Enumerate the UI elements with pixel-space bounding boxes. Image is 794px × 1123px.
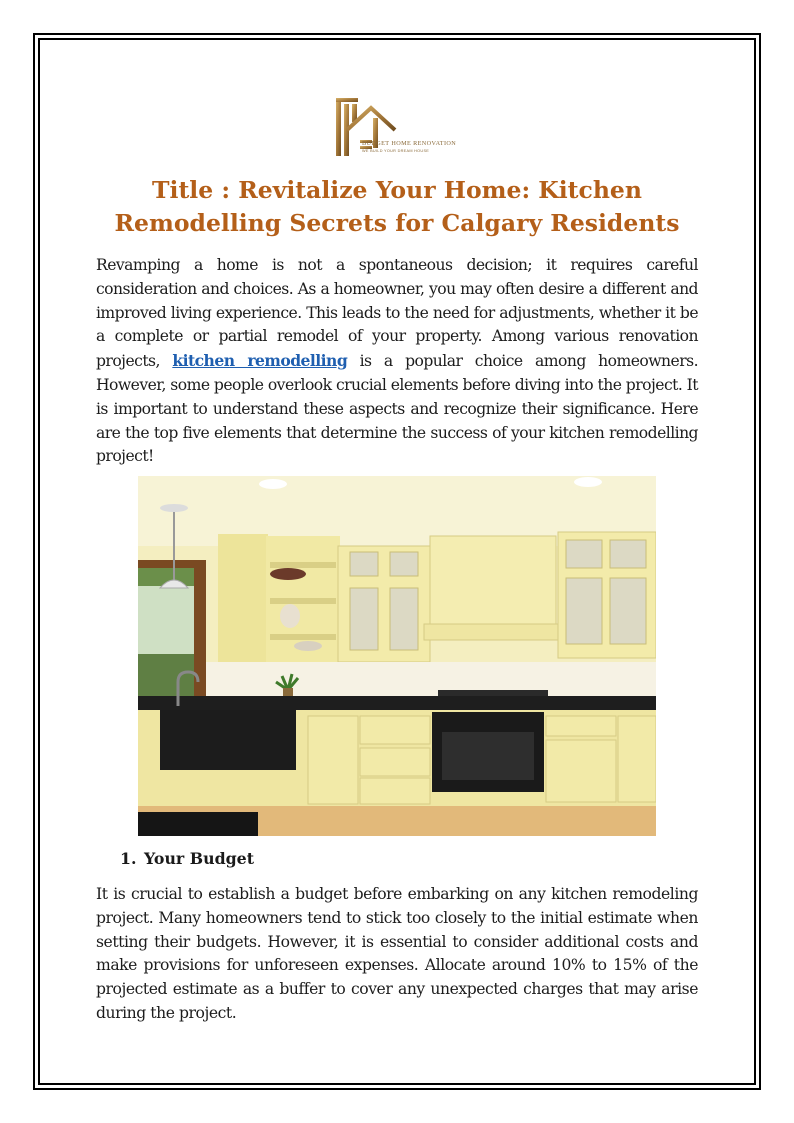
document-title: Title : Revitalize Your Home: Kitchen Remodelling Secrets for Calgary Residents: [114, 176, 680, 237]
kitchen-remodelling-link[interactable]: kitchen remodelling: [172, 351, 348, 371]
section-number: 1.: [120, 849, 137, 868]
kitchen-photo: [138, 476, 656, 836]
logo-tagline: WE BUILD YOUR DREAM HOUSE: [362, 149, 430, 153]
intro-text-before-link: Revamping a home is not a spontaneous decision; it requires careful consideration and choices. As a homeowner, you may often desire a different and improved living experience. This leads to the need for adjustments, whether it be a complete or partial remodel of your property. Among various renovation projects,: [96, 256, 698, 371]
logo-brand-text: BUDGET HOME RENOVATION: [362, 140, 457, 147]
intro-paragraph: [96, 254, 698, 469]
section-heading-budget: [120, 849, 254, 868]
budget-paragraph: It is crucial to establish a budget before embarking on any kitchen remodeling project. Many homeowners tend to stick too closely to the initial estimate when setting their budgets. However, it is essential to consider additional costs and make provisions for unforeseen expenses. Allocate around 10% to 15% of the projected estimate as a buffer to cover any unexpected charges that may arise during the project.: [96, 885, 698, 1022]
intro-text-after-link: is a popular choice among homeowners. However, some people overlook crucial elements before diving into the project. It is important to understand these aspects and recognize their significance. Here are the top five elements that determine the success of your kitchen remodelling project!: [96, 352, 698, 466]
section-heading-text: Your Budget: [144, 849, 255, 868]
